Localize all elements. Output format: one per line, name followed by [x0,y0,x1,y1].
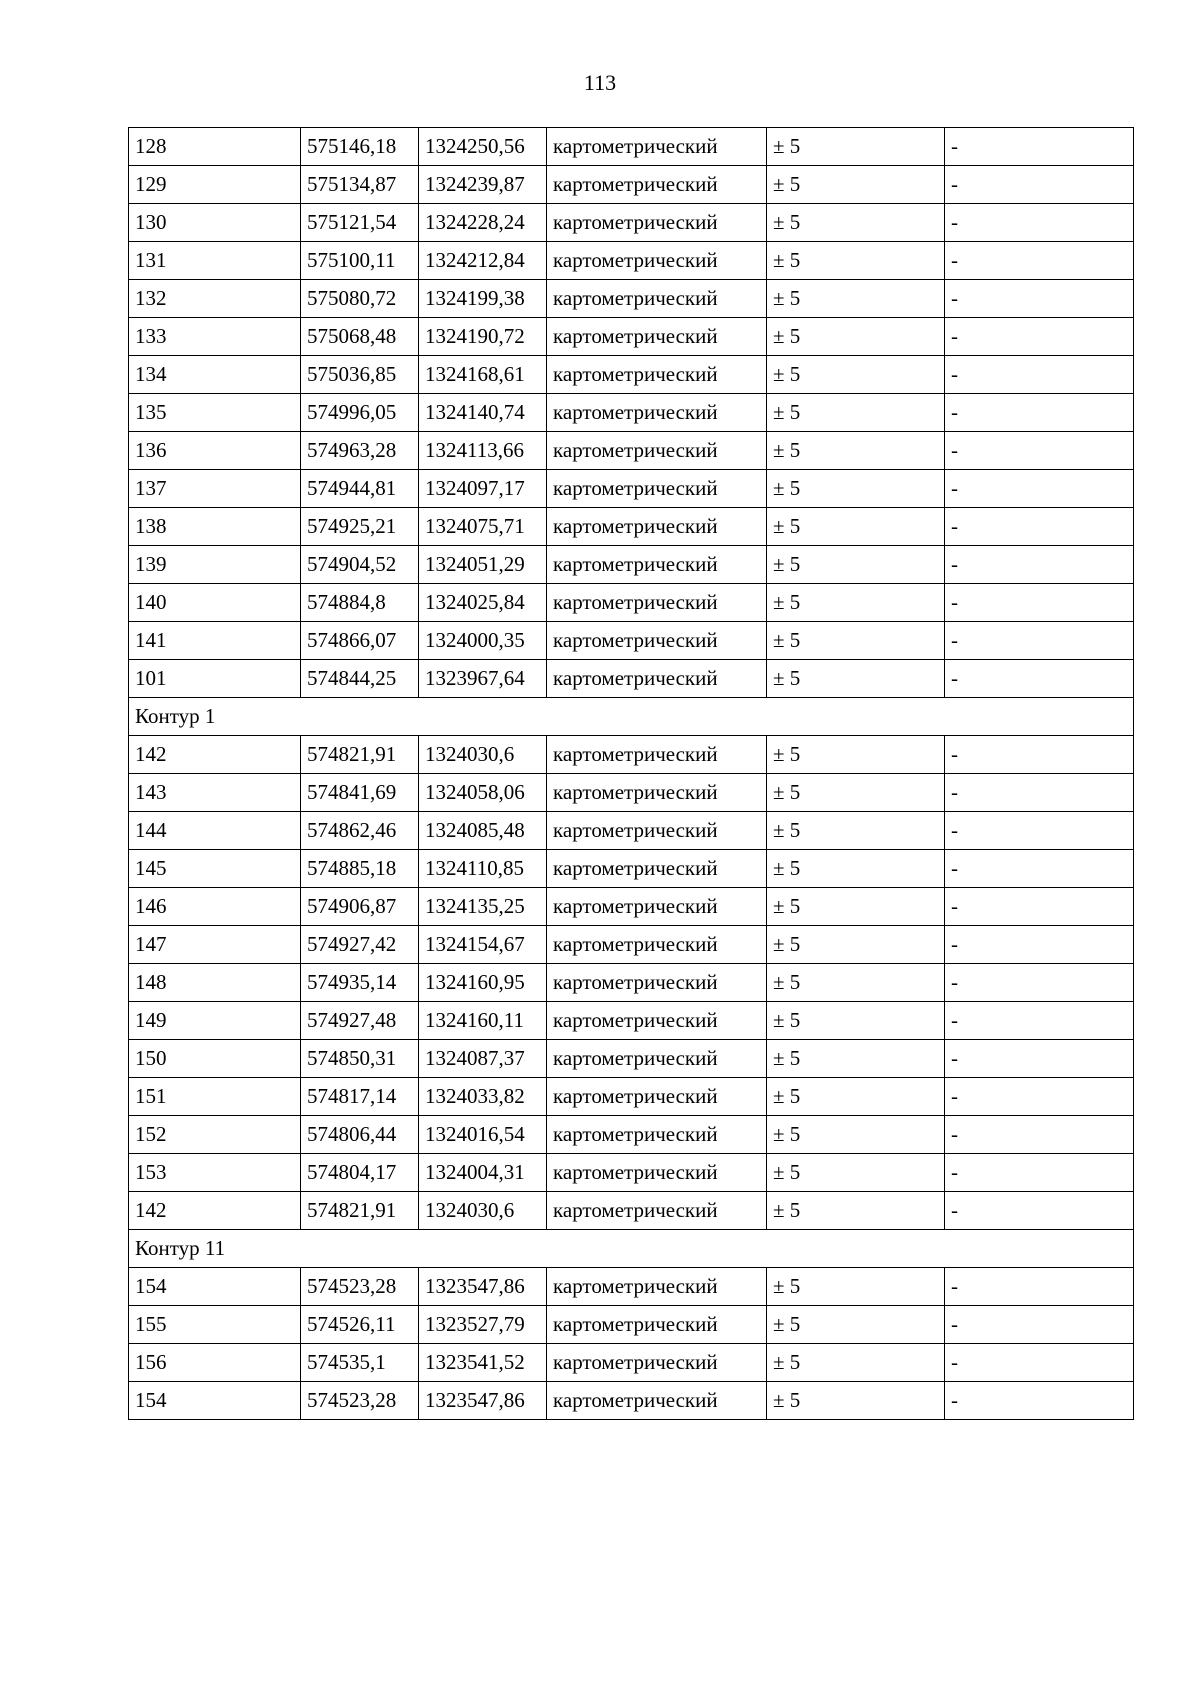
note-cell: - [945,888,1134,926]
table-row [129,584,1134,622]
note-cell: - [945,1002,1134,1040]
point-number-cell: 136 [129,432,301,470]
note-cell: - [945,204,1134,242]
x-coordinate-cell: 574841,69 [301,774,419,812]
table-row [129,280,1134,318]
method-cell: картометрический [547,356,767,394]
note-cell: - [945,1382,1134,1420]
point-number-cell: 153 [129,1154,301,1192]
method-cell: картометрический [547,1116,767,1154]
method-cell: картометрический [547,508,767,546]
accuracy-cell: ± 5 [767,774,945,812]
y-coordinate-cell: 1324212,84 [419,242,547,280]
note-cell: - [945,774,1134,812]
table-row [129,166,1134,204]
point-number-cell: 154 [129,1268,301,1306]
x-coordinate-cell: 574523,28 [301,1268,419,1306]
point-number-cell: 155 [129,1306,301,1344]
method-cell: картометрический [547,926,767,964]
y-coordinate-cell: 1324199,38 [419,280,547,318]
note-cell: - [945,850,1134,888]
note-cell: - [945,926,1134,964]
point-number-cell: 147 [129,926,301,964]
y-coordinate-cell: 1324085,48 [419,812,547,850]
method-cell: картометрический [547,736,767,774]
y-coordinate-cell: 1323527,79 [419,1306,547,1344]
method-cell: картометрический [547,1192,767,1230]
accuracy-cell: ± 5 [767,280,945,318]
method-cell: картометрический [547,204,767,242]
x-coordinate-cell: 574821,91 [301,736,419,774]
accuracy-cell: ± 5 [767,356,945,394]
table-row [129,1002,1134,1040]
accuracy-cell: ± 5 [767,394,945,432]
table-row [129,1382,1134,1420]
note-cell: - [945,242,1134,280]
method-cell: картометрический [547,888,767,926]
method-cell: картометрический [547,280,767,318]
accuracy-cell: ± 5 [767,1002,945,1040]
accuracy-cell: ± 5 [767,736,945,774]
note-cell: - [945,1192,1134,1230]
accuracy-cell: ± 5 [767,1382,945,1420]
y-coordinate-cell: 1324110,85 [419,850,547,888]
x-coordinate-cell: 575036,85 [301,356,419,394]
accuracy-cell: ± 5 [767,546,945,584]
table-row [129,812,1134,850]
accuracy-cell: ± 5 [767,242,945,280]
accuracy-cell: ± 5 [767,1344,945,1382]
point-number-cell: 134 [129,356,301,394]
table-row [129,470,1134,508]
note-cell: - [945,166,1134,204]
x-coordinate-cell: 574963,28 [301,432,419,470]
point-number-cell: 142 [129,736,301,774]
x-coordinate-cell: 574523,28 [301,1382,419,1420]
y-coordinate-cell: 1323967,64 [419,660,547,698]
table-row [129,926,1134,964]
method-cell: картометрический [547,318,767,356]
table-row [129,1344,1134,1382]
y-coordinate-cell: 1324135,25 [419,888,547,926]
method-cell: картометрический [547,1078,767,1116]
note-cell: - [945,318,1134,356]
accuracy-cell: ± 5 [767,584,945,622]
table-row [129,622,1134,660]
method-cell: картометрический [547,660,767,698]
x-coordinate-cell: 574866,07 [301,622,419,660]
table-row [129,546,1134,584]
y-coordinate-cell: 1324097,17 [419,470,547,508]
table-row [129,508,1134,546]
method-cell: картометрический [547,622,767,660]
point-number-cell: 154 [129,1382,301,1420]
accuracy-cell: ± 5 [767,926,945,964]
method-cell: картометрический [547,964,767,1002]
accuracy-cell: ± 5 [767,470,945,508]
accuracy-cell: ± 5 [767,128,945,166]
accuracy-cell: ± 5 [767,204,945,242]
y-coordinate-cell: 1324087,37 [419,1040,547,1078]
y-coordinate-cell: 1324190,72 [419,318,547,356]
table-row [129,660,1134,698]
note-cell: - [945,394,1134,432]
x-coordinate-cell: 574862,46 [301,812,419,850]
note-cell: - [945,622,1134,660]
y-coordinate-cell: 1324239,87 [419,166,547,204]
point-number-cell: 141 [129,622,301,660]
x-coordinate-cell: 574885,18 [301,850,419,888]
section-title: Контур 11 [129,1230,1134,1268]
x-coordinate-cell: 574927,42 [301,926,419,964]
note-cell: - [945,812,1134,850]
x-coordinate-cell: 574904,52 [301,546,419,584]
table-row [129,128,1134,166]
table-row [129,1306,1134,1344]
note-cell: - [945,964,1134,1002]
point-number-cell: 152 [129,1116,301,1154]
accuracy-cell: ± 5 [767,1306,945,1344]
note-cell: - [945,432,1134,470]
x-coordinate-cell: 574526,11 [301,1306,419,1344]
point-number-cell: 150 [129,1040,301,1078]
note-cell: - [945,1154,1134,1192]
y-coordinate-cell: 1324033,82 [419,1078,547,1116]
y-coordinate-cell: 1323547,86 [419,1382,547,1420]
method-cell: картометрический [547,166,767,204]
method-cell: картометрический [547,242,767,280]
accuracy-cell: ± 5 [767,812,945,850]
y-coordinate-cell: 1324058,06 [419,774,547,812]
table-row [129,888,1134,926]
table-row [129,432,1134,470]
accuracy-cell: ± 5 [767,1268,945,1306]
y-coordinate-cell: 1324030,6 [419,1192,547,1230]
point-number-cell: 128 [129,128,301,166]
point-number-cell: 149 [129,1002,301,1040]
method-cell: картометрический [547,1002,767,1040]
point-number-cell: 140 [129,584,301,622]
x-coordinate-cell: 575068,48 [301,318,419,356]
method-cell: картометрический [547,1344,767,1382]
method-cell: картометрический [547,1040,767,1078]
method-cell: картометрический [547,1382,767,1420]
accuracy-cell: ± 5 [767,964,945,1002]
accuracy-cell: ± 5 [767,1078,945,1116]
table-row [129,242,1134,280]
point-number-cell: 142 [129,1192,301,1230]
point-number-cell: 132 [129,280,301,318]
x-coordinate-cell: 574927,48 [301,1002,419,1040]
note-cell: - [945,660,1134,698]
note-cell: - [945,128,1134,166]
y-coordinate-cell: 1324113,66 [419,432,547,470]
point-number-cell: 133 [129,318,301,356]
x-coordinate-cell: 574906,87 [301,888,419,926]
x-coordinate-cell: 574844,25 [301,660,419,698]
note-cell: - [945,1078,1134,1116]
accuracy-cell: ± 5 [767,1192,945,1230]
table-row [129,394,1134,432]
table-row [129,850,1134,888]
accuracy-cell: ± 5 [767,318,945,356]
note-cell: - [945,508,1134,546]
x-coordinate-cell: 574850,31 [301,1040,419,1078]
point-number-cell: 131 [129,242,301,280]
x-coordinate-cell: 574535,1 [301,1344,419,1382]
x-coordinate-cell: 575134,87 [301,166,419,204]
note-cell: - [945,584,1134,622]
y-coordinate-cell: 1324160,11 [419,1002,547,1040]
accuracy-cell: ± 5 [767,1154,945,1192]
x-coordinate-cell: 575100,11 [301,242,419,280]
accuracy-cell: ± 5 [767,1040,945,1078]
note-cell: - [945,280,1134,318]
table-row [129,964,1134,1002]
note-cell: - [945,736,1134,774]
x-coordinate-cell: 574806,44 [301,1116,419,1154]
coordinates-table [128,127,1134,1420]
table-row [129,1078,1134,1116]
note-cell: - [945,546,1134,584]
coordinates-table-body [129,128,1134,1420]
point-number-cell: 129 [129,166,301,204]
y-coordinate-cell: 1324154,67 [419,926,547,964]
table-row [129,356,1134,394]
point-number-cell: 151 [129,1078,301,1116]
method-cell: картометрический [547,1306,767,1344]
method-cell: картометрический [547,812,767,850]
note-cell: - [945,1116,1134,1154]
point-number-cell: 145 [129,850,301,888]
accuracy-cell: ± 5 [767,850,945,888]
x-coordinate-cell: 574821,91 [301,1192,419,1230]
section-header-row [129,698,1134,736]
note-cell: - [945,470,1134,508]
x-coordinate-cell: 575146,18 [301,128,419,166]
point-number-cell: 139 [129,546,301,584]
y-coordinate-cell: 1324250,56 [419,128,547,166]
method-cell: картометрический [547,774,767,812]
y-coordinate-cell: 1324140,74 [419,394,547,432]
accuracy-cell: ± 5 [767,166,945,204]
x-coordinate-cell: 574817,14 [301,1078,419,1116]
accuracy-cell: ± 5 [767,508,945,546]
method-cell: картометрический [547,1268,767,1306]
x-coordinate-cell: 574935,14 [301,964,419,1002]
point-number-cell: 146 [129,888,301,926]
y-coordinate-cell: 1324030,6 [419,736,547,774]
y-coordinate-cell: 1324016,54 [419,1116,547,1154]
method-cell: картометрический [547,584,767,622]
table-row [129,204,1134,242]
method-cell: картометрический [547,432,767,470]
table-row [129,318,1134,356]
point-number-cell: 143 [129,774,301,812]
y-coordinate-cell: 1324075,71 [419,508,547,546]
page-number: 113 [583,70,617,95]
point-number-cell: 137 [129,470,301,508]
point-number-cell: 135 [129,394,301,432]
method-cell: картометрический [547,394,767,432]
table-row [129,1268,1134,1306]
method-cell: картометрический [547,850,767,888]
note-cell: - [945,356,1134,394]
method-cell: картометрический [547,1154,767,1192]
table-row [129,1116,1134,1154]
section-title: Контур 1 [129,698,1134,736]
x-coordinate-cell: 575121,54 [301,204,419,242]
accuracy-cell: ± 5 [767,622,945,660]
x-coordinate-cell: 574804,17 [301,1154,419,1192]
y-coordinate-cell: 1323541,52 [419,1344,547,1382]
point-number-cell: 148 [129,964,301,1002]
accuracy-cell: ± 5 [767,660,945,698]
table-row [129,736,1134,774]
point-number-cell: 156 [129,1344,301,1382]
x-coordinate-cell: 574925,21 [301,508,419,546]
table-row [129,774,1134,812]
point-number-cell: 144 [129,812,301,850]
table-row [129,1192,1134,1230]
x-coordinate-cell: 575080,72 [301,280,419,318]
method-cell: картометрический [547,546,767,584]
note-cell: - [945,1344,1134,1382]
y-coordinate-cell: 1324025,84 [419,584,547,622]
method-cell: картометрический [547,128,767,166]
point-number-cell: 138 [129,508,301,546]
accuracy-cell: ± 5 [767,1116,945,1154]
y-coordinate-cell: 1324168,61 [419,356,547,394]
point-number-cell: 101 [129,660,301,698]
table-row [129,1040,1134,1078]
y-coordinate-cell: 1323547,86 [419,1268,547,1306]
note-cell: - [945,1306,1134,1344]
x-coordinate-cell: 574944,81 [301,470,419,508]
section-header-row [129,1230,1134,1268]
y-coordinate-cell: 1324228,24 [419,204,547,242]
y-coordinate-cell: 1324004,31 [419,1154,547,1192]
table-row [129,1154,1134,1192]
y-coordinate-cell: 1324000,35 [419,622,547,660]
point-number-cell: 130 [129,204,301,242]
note-cell: - [945,1268,1134,1306]
accuracy-cell: ± 5 [767,888,945,926]
note-cell: - [945,1040,1134,1078]
y-coordinate-cell: 1324160,95 [419,964,547,1002]
x-coordinate-cell: 574884,8 [301,584,419,622]
x-coordinate-cell: 574996,05 [301,394,419,432]
y-coordinate-cell: 1324051,29 [419,546,547,584]
accuracy-cell: ± 5 [767,432,945,470]
method-cell: картометрический [547,470,767,508]
